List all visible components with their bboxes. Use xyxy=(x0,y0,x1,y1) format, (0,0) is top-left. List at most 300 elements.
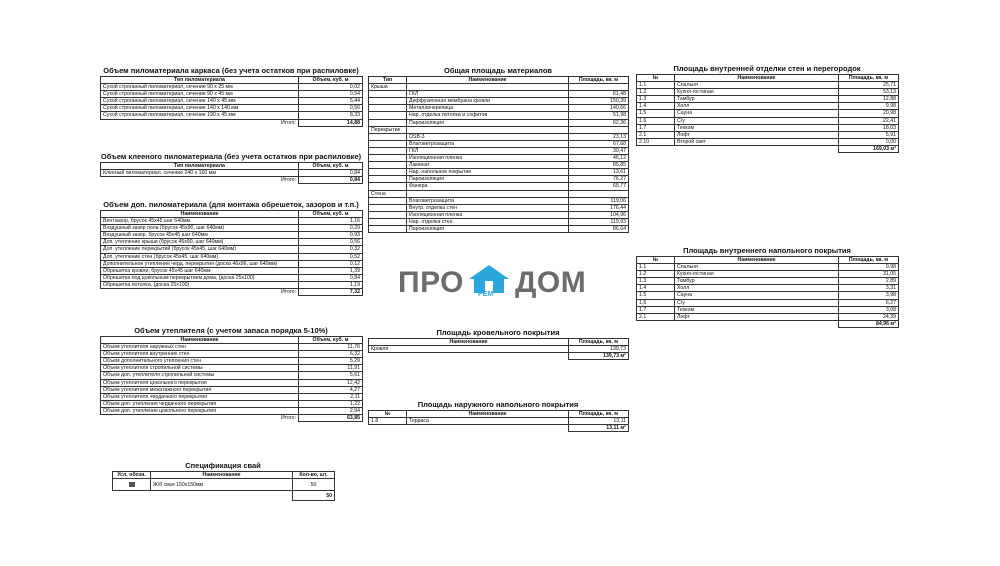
name-cell: Объем утеплителя стропильной системы xyxy=(101,365,299,372)
name-cell: Спальня xyxy=(675,82,839,89)
value-cell: 4,27 xyxy=(299,386,363,393)
name-cell: 1.6 xyxy=(637,299,675,306)
header-row xyxy=(101,337,363,344)
logo-text-rem: РЕМ xyxy=(478,291,494,298)
name-cell: 1.6 xyxy=(637,117,675,124)
table-row xyxy=(369,155,629,162)
value-cell: 3,31 xyxy=(839,285,899,292)
value-cell: 0,52 xyxy=(299,253,363,260)
name-cell: Дополнительное утепление черд. перекрытия (доска 46х96, шаг 640мм) xyxy=(101,260,299,267)
table-row xyxy=(101,232,363,239)
name-cell: Кухня-гостиная xyxy=(675,89,839,96)
name-cell: 1.5 xyxy=(637,292,675,299)
outdoor-floor-table xyxy=(368,410,629,432)
table-row xyxy=(101,225,363,232)
table-row xyxy=(101,267,363,274)
name-cell: 1.8 xyxy=(369,418,407,425)
header-row xyxy=(637,75,899,82)
name-cell: Объем дополнительного утепления стен xyxy=(101,358,299,365)
table-row xyxy=(369,105,629,112)
group-row xyxy=(369,126,629,133)
name-cell: 2.1 xyxy=(637,313,675,320)
total-value: 13,11 м² xyxy=(569,425,629,432)
total-row xyxy=(101,415,363,422)
value-cell: 76,27 xyxy=(569,176,629,183)
name-cell: Лофт xyxy=(675,131,839,138)
empty-cell xyxy=(369,119,407,126)
column-header: Объем, куб. м xyxy=(299,77,363,84)
logo xyxy=(398,264,598,306)
name-cell: Изоляционная пленка xyxy=(407,211,569,218)
value-cell: 0,29 xyxy=(299,225,363,232)
piles-table xyxy=(112,471,335,501)
total-label: Итого: xyxy=(101,289,299,296)
piles-header-symbol: Усл. обозн. xyxy=(113,472,151,479)
table-row xyxy=(637,292,899,299)
value-cell: 65,77 xyxy=(569,183,629,190)
empty-cell xyxy=(369,353,569,360)
total-row xyxy=(101,119,363,126)
table-row xyxy=(101,91,363,98)
table-row xyxy=(369,147,629,154)
name-cell: Лофт xyxy=(675,313,839,320)
glulam-block xyxy=(100,152,362,184)
empty-cell xyxy=(637,145,675,152)
table-row xyxy=(101,365,363,372)
column-header: Объем, куб. м xyxy=(299,163,363,170)
value-cell: 9,98 xyxy=(839,264,899,271)
value-cell: 0,84 xyxy=(299,170,363,177)
value-cell: 0,12 xyxy=(299,260,363,267)
table-row xyxy=(101,105,363,112)
outdoor-floor-title: Площадь наружного напольного покрытия xyxy=(417,400,579,409)
table-row xyxy=(101,372,363,379)
name-cell: Спальня xyxy=(675,264,839,271)
table-row xyxy=(637,96,899,103)
table-row xyxy=(101,274,363,281)
pile-name-cell: Ж/б свая 150х150мм xyxy=(151,479,293,491)
value-cell: 12,42 xyxy=(299,379,363,386)
total-row xyxy=(637,320,899,327)
table-row xyxy=(369,133,629,140)
value-cell: 5,29 xyxy=(299,358,363,365)
name-cell: 2.10 xyxy=(637,138,675,145)
name-cell: Второй свет xyxy=(675,138,839,145)
empty-cell xyxy=(675,145,839,152)
table-row xyxy=(637,299,899,306)
value-cell: 139,73 xyxy=(569,346,629,353)
group-type-cell: Перекрытие xyxy=(369,126,407,133)
value-cell: 150,39 xyxy=(569,98,629,105)
table-row xyxy=(101,246,363,253)
table-row xyxy=(101,218,363,225)
empty-cell xyxy=(369,147,407,154)
header-row xyxy=(101,77,363,84)
column-header: Площадь, кв. м xyxy=(569,77,629,84)
table-row xyxy=(101,393,363,400)
name-cell: Тамбур xyxy=(675,278,839,285)
table-row xyxy=(637,313,899,320)
value-cell: 67,68 xyxy=(569,140,629,147)
table-row xyxy=(101,386,363,393)
value-cell: 5,44 xyxy=(299,98,363,105)
name-cell: 1.3 xyxy=(637,96,675,103)
table-row xyxy=(101,351,363,358)
name-cell: Клееный пиломатериал, сечение 240 х 160 мм xyxy=(101,170,299,177)
value-cell: 1,16 xyxy=(299,218,363,225)
value-cell: 0,32 xyxy=(299,246,363,253)
wall-finish-table xyxy=(636,74,899,153)
extra-lumber-block xyxy=(100,200,362,296)
name-cell: Пароизоляция xyxy=(407,225,569,232)
glulam-table xyxy=(100,162,363,184)
value-cell: 0,56 xyxy=(299,105,363,112)
empty-cell xyxy=(369,183,407,190)
pile-qty-cell: 50 xyxy=(293,479,335,491)
name-cell: 2.1 xyxy=(637,131,675,138)
name-cell: 1.2 xyxy=(637,271,675,278)
piles-header-name: Наименование xyxy=(151,472,293,479)
empty-cell xyxy=(369,112,407,119)
table-row xyxy=(637,82,899,89)
value-cell: 12,88 xyxy=(839,96,899,103)
total-value: 139,73 м² xyxy=(569,353,629,360)
name-cell: Доп. утепление крыши (брусок 45х90, шаг 640мм) xyxy=(101,239,299,246)
empty-cell xyxy=(407,425,569,432)
value-cell: 104,96 xyxy=(569,211,629,218)
table-row xyxy=(369,225,629,232)
value-cell: 0,02 xyxy=(299,84,363,91)
extra-lumber-title: Объем доп. пиломатериала (для монтажа обрешеток, зазоров и т.п.) xyxy=(103,200,359,209)
column-header: Наименование xyxy=(675,257,839,264)
name-cell: Сухой строганный пиломатериал, сечение 190 х 45 мм xyxy=(101,112,299,119)
value-cell: 0,56 xyxy=(299,239,363,246)
value-cell: 140,66 xyxy=(569,105,629,112)
table-row xyxy=(369,183,629,190)
column-header: Наименование xyxy=(101,211,299,218)
column-header: Наименование xyxy=(407,77,569,84)
name-cell: С/у xyxy=(675,299,839,306)
column-header: Наименование xyxy=(369,339,569,346)
total-label: Итого: xyxy=(101,177,299,184)
name-cell: Объем доп. утепления чердачного перекрытия xyxy=(101,400,299,407)
name-cell: 1.7 xyxy=(637,306,675,313)
table-row xyxy=(101,344,363,351)
floor-finish-title: Площадь внутреннего напольного покрытия xyxy=(683,246,851,255)
group-row xyxy=(369,84,629,91)
glulam-title: Объем клееного пиломатериала (без учета остатков при распиловке) xyxy=(100,152,362,161)
name-cell: Нар. напольное покрытие xyxy=(407,169,569,176)
value-cell: 62,36 xyxy=(569,119,629,126)
empty-cell xyxy=(369,218,407,225)
header-row xyxy=(637,257,899,264)
column-header: № xyxy=(637,257,675,264)
floor-finish-table xyxy=(636,256,899,328)
insulation-title: Объем утеплителя (с учетом запаса порядка 5-10%) xyxy=(134,326,328,335)
value-cell: 18,03 xyxy=(839,124,899,131)
name-cell: Холл xyxy=(675,103,839,110)
value-cell: 1,39 xyxy=(299,267,363,274)
value-cell: 11,91 xyxy=(299,365,363,372)
empty-cell xyxy=(369,176,407,183)
value-cell: 119,06 xyxy=(569,197,629,204)
column-header: Тип пиломатериала xyxy=(101,163,299,170)
table-row xyxy=(637,306,899,313)
value-cell: 2,89 xyxy=(839,278,899,285)
value-cell: 6,32 xyxy=(299,351,363,358)
name-cell: Вентзазор, брусок 45х45 шаг 640мм xyxy=(101,218,299,225)
table-row xyxy=(369,211,629,218)
table-row xyxy=(101,400,363,407)
table-row xyxy=(637,110,899,117)
column-header: Площадь, кв. м xyxy=(839,257,899,264)
name-cell: Сухой строганный пиломатериал, сечение 140 х 45 мм xyxy=(101,98,299,105)
total-label: Итого: xyxy=(101,119,299,126)
table-row xyxy=(369,218,629,225)
column-header: Площадь, кв. м xyxy=(569,339,629,346)
table-row xyxy=(101,170,363,177)
empty-cell xyxy=(369,105,407,112)
empty-cell xyxy=(151,491,293,501)
table-row xyxy=(101,112,363,119)
group-row xyxy=(369,190,629,197)
piles-total: 50 xyxy=(293,491,335,501)
empty-cell xyxy=(369,225,407,232)
table-row xyxy=(369,346,629,353)
table-row xyxy=(637,138,899,145)
empty-cell xyxy=(369,197,407,204)
insulation-table xyxy=(100,336,363,422)
total-value: 84,96 м² xyxy=(839,320,899,327)
column-header: Площадь, кв. м xyxy=(839,75,899,82)
name-cell: Ламинат xyxy=(407,162,569,169)
table-row xyxy=(369,112,629,119)
floor-finish-block xyxy=(636,246,898,328)
value-cell: 30,47 xyxy=(569,147,629,154)
empty-cell xyxy=(369,425,407,432)
name-cell: Доп. утепление перекрытий (брусок 45х45, шаг 640мм) xyxy=(101,246,299,253)
materials-title: Общая площадь материалов xyxy=(443,66,553,75)
name-cell: Нар. отделка потолка и софитов xyxy=(407,112,569,119)
table-row xyxy=(637,131,899,138)
frame-lumber-block xyxy=(100,66,362,127)
column-header: Наименование xyxy=(675,75,839,82)
value-cell: 25,71 xyxy=(839,82,899,89)
table-row xyxy=(637,278,899,285)
empty-cell xyxy=(113,491,151,501)
column-header: Площадь, кв. м xyxy=(569,411,629,418)
total-row xyxy=(369,353,629,360)
value-cell: 2,11 xyxy=(299,393,363,400)
table-row xyxy=(101,379,363,386)
total-value: 7,32 xyxy=(299,289,363,296)
value-cell: 9,98 xyxy=(839,103,899,110)
name-cell: Сухой строганный пиломатериал, сечение 140 х 140 мм xyxy=(101,105,299,112)
column-header: Тип пиломатериала xyxy=(101,77,299,84)
value-cell: 11,76 xyxy=(299,344,363,351)
name-cell: Воздушный зазор пола (брусок 45х90, шаг 640мм) xyxy=(101,225,299,232)
value-cell: 119,93 xyxy=(569,218,629,225)
house-logo-icon xyxy=(468,264,510,294)
empty-cell xyxy=(369,98,407,105)
empty-cell xyxy=(407,126,569,133)
frame-lumber-title: Объем пиломатериала каркаса (без учета остатков при распиловке) xyxy=(103,66,359,75)
name-cell: OSB-3 xyxy=(407,133,569,140)
name-cell: Пароизоляция xyxy=(407,119,569,126)
table-row xyxy=(369,176,629,183)
value-cell: 31,05 xyxy=(839,271,899,278)
name-cell: 1.5 xyxy=(637,110,675,117)
name-cell: Сауна xyxy=(675,110,839,117)
value-cell: 0,54 xyxy=(299,91,363,98)
value-cell: 46,12 xyxy=(569,155,629,162)
extra-lumber-table xyxy=(100,210,363,296)
table-row xyxy=(637,89,899,96)
insulation-block xyxy=(100,326,362,422)
total-row xyxy=(101,289,363,296)
header-row xyxy=(101,163,363,170)
value-cell: 23,13 xyxy=(569,133,629,140)
empty-cell xyxy=(569,126,629,133)
empty-cell xyxy=(407,190,569,197)
name-cell: Обрешетка под цокольным перекрытием дома, (доска 25х100) xyxy=(101,274,299,281)
value-cell: 22,41 xyxy=(839,117,899,124)
table-row xyxy=(101,98,363,105)
name-cell: Тамбур xyxy=(675,96,839,103)
name-cell: Нар. отделка стен xyxy=(407,218,569,225)
name-cell: Воздушный зазор, брусок 45х45 шаг 640мм xyxy=(101,232,299,239)
roof-area-block xyxy=(368,328,628,360)
total-row xyxy=(369,425,629,432)
name-cell: 1.7 xyxy=(637,124,675,131)
name-cell: Объем утеплителя наружных стен xyxy=(101,344,299,351)
value-cell: 0,00 xyxy=(839,138,899,145)
group-type-cell: Крыша xyxy=(369,84,407,91)
value-cell: 24,39 xyxy=(839,313,899,320)
column-header: Тип xyxy=(369,77,407,84)
name-cell: Техком xyxy=(675,124,839,131)
value-cell: 5,61 xyxy=(299,372,363,379)
table-row xyxy=(101,239,363,246)
materials-block xyxy=(368,66,628,233)
empty-cell xyxy=(369,133,407,140)
value-cell: 13,11 xyxy=(569,418,629,425)
group-type-cell: Стена xyxy=(369,190,407,197)
name-cell: Обрешетка кровли, брусок 45х45 шаг 640мм xyxy=(101,267,299,274)
empty-cell xyxy=(569,84,629,91)
table-row xyxy=(637,124,899,131)
table-row xyxy=(369,119,629,126)
table-row xyxy=(101,281,363,288)
table-row xyxy=(369,98,629,105)
empty-cell xyxy=(369,140,407,147)
header-row xyxy=(369,77,629,84)
name-cell: Фанера xyxy=(407,183,569,190)
name-cell: 1.4 xyxy=(637,103,675,110)
name-cell: Терраса xyxy=(407,418,569,425)
name-cell: 1.4 xyxy=(637,285,675,292)
table-row xyxy=(101,358,363,365)
name-cell: С/у xyxy=(675,117,839,124)
name-cell: Пароизоляция xyxy=(407,176,569,183)
table-row xyxy=(369,418,629,425)
name-cell: Влаговетрозащита xyxy=(407,197,569,204)
value-cell: 176,44 xyxy=(569,204,629,211)
name-cell: Холл xyxy=(675,285,839,292)
empty-cell xyxy=(369,204,407,211)
column-header: Наименование xyxy=(101,337,299,344)
name-cell: ГКЛ xyxy=(407,147,569,154)
name-cell: Сауна xyxy=(675,292,839,299)
wall-finish-title: Площадь внутренней отделки стен и перегородок xyxy=(673,64,861,73)
name-cell: Кухня-гостиная xyxy=(675,271,839,278)
name-cell: Объем доп. утепления цокольного перекрытия xyxy=(101,407,299,414)
value-cell: 61,48 xyxy=(569,91,629,98)
total-value: 169,03 м² xyxy=(839,145,899,152)
piles-block xyxy=(112,461,334,501)
total-row xyxy=(101,177,363,184)
name-cell: Объем доп. утеплителя стропильной системы xyxy=(101,372,299,379)
table-row xyxy=(101,260,363,267)
value-cell: 3,08 xyxy=(839,306,899,313)
value-cell: 53,13 xyxy=(839,89,899,96)
name-cell: Диффузионная мембрана кровли xyxy=(407,98,569,105)
name-cell: 1.1 xyxy=(637,82,675,89)
value-cell: 86,64 xyxy=(569,225,629,232)
name-cell: Влаговетрозащита xyxy=(407,140,569,147)
roof-area-title: Площадь кровельного покрытия xyxy=(436,328,560,337)
column-header: Объем, куб. м xyxy=(299,211,363,218)
name-cell: Объем утеплителя межэтажного перекрытия xyxy=(101,386,299,393)
name-cell: Металлочерепица xyxy=(407,105,569,112)
empty-cell xyxy=(369,162,407,169)
column-header: № xyxy=(369,411,407,418)
name-cell: Доп. утепление стен (брусок 45х45, шаг 640мм) xyxy=(101,253,299,260)
roof-area-table xyxy=(368,338,629,360)
outdoor-floor-block xyxy=(368,400,628,432)
logo-text-dom: ДОМ xyxy=(515,266,587,299)
table-row xyxy=(369,169,629,176)
value-cell: 5,91 xyxy=(839,131,899,138)
name-cell: Обрешетка потолка, (доска 25х100) xyxy=(101,281,299,288)
frame-lumber-table xyxy=(100,76,363,127)
table-row xyxy=(637,271,899,278)
wall-finish-block xyxy=(636,64,898,153)
empty-cell xyxy=(675,320,839,327)
table-row xyxy=(101,253,363,260)
column-header: Наименование xyxy=(407,411,569,418)
name-cell: Объем утеплителя цокольного перекрытия xyxy=(101,379,299,386)
header-row xyxy=(101,211,363,218)
value-cell: 20,98 xyxy=(839,110,899,117)
table-row xyxy=(369,91,629,98)
table-row xyxy=(101,407,363,414)
table-row xyxy=(637,103,899,110)
total-value: 63,85 xyxy=(299,415,363,422)
table-row xyxy=(369,197,629,204)
pile-symbol-cell xyxy=(113,479,151,491)
value-cell: 2,94 xyxy=(299,407,363,414)
value-cell: 1,22 xyxy=(299,400,363,407)
empty-cell xyxy=(369,91,407,98)
empty-cell xyxy=(369,211,407,218)
name-cell: Сухой строганный пиломатериал, сечение 90 х 25 мм xyxy=(101,84,299,91)
table-row xyxy=(369,140,629,147)
table-row xyxy=(113,479,335,491)
header-row xyxy=(369,411,629,418)
table-row xyxy=(369,162,629,169)
piles-header-qty: Кол-во, шт. xyxy=(293,472,335,479)
